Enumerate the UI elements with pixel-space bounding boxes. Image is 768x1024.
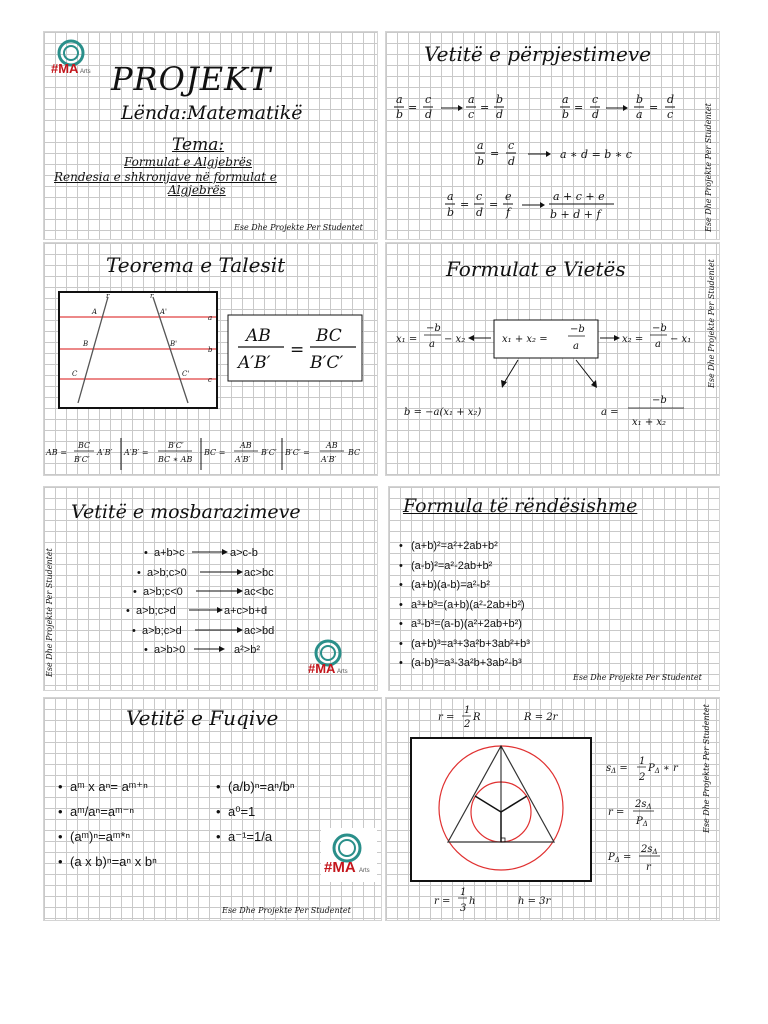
svg-text:h = 3r: h = 3r (518, 896, 551, 907)
svg-text:=: = (490, 147, 500, 160)
formula-item: • a³-b³=(a-b)(a²+2ab+b²) (399, 615, 530, 635)
formula-item: • (a+b)³=a³+3a²b+3ab²+b³ (399, 635, 530, 655)
svg-text:BC: BC (316, 326, 342, 346)
formula-item: • (a+b)(a-b)=a²-b² (399, 576, 530, 596)
footer-text: Ese Dhe Projekte Per Studentet (222, 906, 351, 915)
slide-proportions (385, 31, 720, 240)
svg-text:a: a (636, 108, 643, 121)
row-right: a>c-b (230, 547, 258, 559)
svg-text:a: a (655, 339, 661, 350)
svg-text:#MA: #MA (324, 859, 356, 876)
row-left: a>b;c>0 (147, 567, 187, 579)
svg-text:#MA: #MA (308, 661, 336, 676)
svg-text:A′B′: A′B′ (97, 448, 113, 457)
svg-text:AB: AB (246, 326, 271, 346)
svg-text:a: a (447, 190, 454, 203)
slide-powers (43, 697, 382, 921)
svg-text:x₁ + x₂: x₁ + x₂ (632, 417, 667, 428)
power-rule: • aᵐ/aⁿ=aᵐ⁻ⁿ (58, 799, 157, 824)
svg-text:Arts: Arts (80, 69, 91, 75)
power-rule: • a⁰=1 (216, 799, 295, 824)
svg-text:b: b (496, 93, 504, 106)
label-b: b (208, 346, 213, 354)
svg-text:d: d (425, 108, 433, 121)
label-a: a (208, 314, 213, 322)
svg-text:a ∗ d = b ∗ c: a ∗ d = b ∗ c (560, 148, 632, 161)
svg-text:− x₁: − x₁ (670, 334, 692, 345)
svg-text:b + d + f: b + d + f (550, 208, 601, 221)
ma-logo-icon (306, 635, 354, 679)
svg-text:B′C′ =: B′C′ = (285, 448, 310, 457)
svg-text:AB: AB (326, 441, 338, 450)
svg-text:c: c (476, 190, 483, 203)
slide-vieta (385, 242, 720, 476)
slide-title: Teorema e Talesit (106, 253, 286, 277)
svg-text:h: h (469, 896, 476, 907)
slide-thales (43, 242, 378, 476)
svg-text:B′C′: B′C′ (168, 441, 184, 450)
vieta-formulas (386, 243, 704, 475)
svg-text:a =: a = (601, 407, 619, 418)
label-B2: B' (170, 340, 178, 348)
svg-text:A′B′: A′B′ (235, 455, 251, 464)
ma-logo-icon (321, 828, 377, 882)
svg-text:d: d (476, 206, 484, 219)
footer-text: Ese Dhe Projekte Per Studentet (573, 673, 702, 682)
svg-text:sΔ =: $s_\Delta$ = (606, 763, 628, 775)
svg-text:r =: r = (438, 712, 455, 723)
svg-text:e: e (505, 190, 512, 203)
slide-title: Vetitë e përpjestimeve (424, 42, 651, 66)
svg-text:3: 3 (460, 903, 467, 914)
svg-text:b: b (447, 206, 455, 219)
proportion-formulas (386, 32, 696, 239)
svg-text:•: • (137, 567, 141, 579)
svg-text:R: R (473, 712, 481, 723)
ma-logo-icon (49, 35, 97, 79)
svg-text:x₂ =: x₂ = (622, 334, 644, 345)
svg-text:A′B′: A′B′ (321, 455, 337, 464)
svg-text:b: b (562, 108, 570, 121)
svg-text:2: 2 (464, 719, 471, 730)
svg-text:b: b (477, 155, 485, 168)
svg-text:#MA: #MA (51, 61, 79, 76)
svg-text:1: 1 (639, 756, 646, 767)
svg-text:AB: AB (240, 441, 252, 450)
formula-item: • (a-b)²=a²-2ab+b² (399, 557, 530, 577)
side-footer-text: Ese Dhe Projekte Per Studentet (704, 103, 713, 232)
row-right: a+c>b+d (224, 605, 268, 617)
svg-text:=: = (460, 198, 470, 211)
row-left: a>b;c>d (142, 625, 182, 637)
svg-text:PΔ: $P_\Delta$ (636, 816, 648, 828)
label-B: B (83, 340, 89, 348)
slide-important-formulas (388, 486, 720, 691)
svg-text:x₁ =: x₁ = (396, 334, 418, 345)
svg-text:d: d (592, 108, 600, 121)
power-rule: • a⁻¹=1/a (216, 824, 295, 849)
svg-text:PΔ ∗ r: $P_\Delta$ ∗ r (648, 763, 678, 775)
label-c: c (208, 376, 212, 384)
row-left: a>b>0 (154, 644, 186, 656)
svg-text:a: a (396, 93, 403, 106)
row-right: a²>b² (234, 644, 260, 656)
svg-text:=: = (290, 340, 305, 360)
svg-text:−b: −b (652, 395, 667, 406)
power-rule: • (aᵐ)ⁿ=aᵐ*ⁿ (58, 824, 157, 849)
svg-text:BC =: BC = (204, 448, 226, 457)
svg-text:•: • (126, 605, 130, 617)
svg-text:c: c (425, 93, 432, 106)
formula-list (399, 537, 530, 674)
formula-item: • a³+b³=(a+b)(a²-2ab+b²) (399, 596, 530, 616)
svg-text:•: • (132, 625, 136, 637)
topic-label: Tema: (172, 135, 225, 155)
svg-text:=: = (480, 101, 490, 114)
svg-text:Arts: Arts (337, 669, 348, 675)
svg-text:2: 2 (639, 772, 646, 783)
svg-text:a: a (562, 93, 569, 106)
formula-item: • (a-b)³=a³-3a²b+3ab²-b³ (399, 654, 530, 674)
svg-text:b: b (396, 108, 404, 121)
thales-diagram (58, 291, 218, 409)
slide-title: Vetitë e mosbarazimeve (71, 501, 301, 523)
thales-derived-formulas (44, 436, 377, 472)
svg-text:=: = (408, 101, 418, 114)
label-A: A (92, 308, 98, 316)
svg-text:d: d (508, 155, 516, 168)
slide-title: Formulat e Vietës (446, 257, 626, 281)
svg-text:a + c + e: a + c + e (553, 190, 605, 203)
svg-text:r: r (646, 862, 651, 873)
power-rule: • (a/b)ⁿ=aⁿ/bⁿ (216, 774, 295, 799)
row-right: ac>bd (244, 625, 275, 637)
svg-text:b: b (636, 93, 644, 106)
svg-text:c: c (667, 108, 674, 121)
slide-triangle-circles (385, 697, 720, 921)
inequalities-list (104, 539, 334, 667)
svg-text:d: d (496, 108, 504, 121)
power-rule: • aᵐ x aⁿ= aᵐ⁺ⁿ (58, 774, 157, 799)
svg-text:B′C′: B′C′ (74, 455, 90, 464)
svg-text:B′C′: B′C′ (261, 448, 277, 457)
svg-text:a: a (468, 93, 475, 106)
side-footer-text: Ese Dhe Projekte Per Studentet (45, 548, 54, 677)
svg-text:a: a (573, 341, 579, 352)
svg-text:BC ∗ AB: BC ∗ AB (158, 455, 193, 464)
side-footer-text: Ese Dhe Projekte Per Studentet (707, 259, 716, 388)
topic-line-3: Algjebrës (168, 183, 226, 197)
row-right: ac>bc (244, 567, 274, 579)
svg-text:AB =: AB = (46, 448, 67, 457)
svg-text:=: = (489, 198, 499, 211)
svg-text:d: d (667, 93, 675, 106)
slide-title: Vetitë e Fuqive (126, 706, 279, 730)
svg-text:PΔ =: $P_\Delta$ = (608, 852, 632, 864)
thales-ratio (226, 313, 366, 383)
svg-text:−b: −b (426, 323, 441, 334)
svg-text:−b: −b (652, 323, 667, 334)
svg-text:b = −a(x₁ + x₂): b = −a(x₁ + x₂) (404, 407, 482, 418)
formula-item: • (a+b)²=a²+2ab+b² (399, 537, 530, 557)
slide-title: Formula të rëndësishme (403, 495, 638, 517)
row-right: ac<bc (244, 586, 274, 598)
svg-text:Arts: Arts (359, 868, 370, 874)
triangle-formulas (386, 698, 704, 920)
svg-text:2sΔ: $2s_\Delta$ (641, 844, 658, 856)
svg-text:r =: r = (608, 807, 625, 818)
svg-text:•: • (144, 644, 148, 656)
label-A2: A' (160, 308, 167, 316)
svg-text:B′C′: B′C′ (310, 353, 344, 373)
side-footer-text: Ese Dhe Projekte Per Studentet (702, 704, 711, 833)
svg-text:c: c (468, 108, 475, 121)
svg-text:c: c (508, 139, 515, 152)
row-left: a+b>c (154, 547, 185, 559)
svg-text:A′B′: A′B′ (238, 353, 271, 373)
svg-text:c: c (592, 93, 599, 106)
svg-text:a: a (429, 339, 435, 350)
svg-text:r =: r = (434, 896, 451, 907)
svg-text:1: 1 (464, 705, 471, 716)
label-r1: r (106, 292, 110, 300)
footer-text: Ese Dhe Projekte Per Studentet (234, 223, 363, 232)
svg-text:− x₂: − x₂ (444, 334, 466, 345)
svg-text:R = 2r: R = 2r (524, 712, 558, 723)
project-title: PROJEKT (111, 60, 272, 98)
svg-text:a: a (477, 139, 484, 152)
svg-text:x₁ + x₂ =: x₁ + x₂ = (502, 334, 548, 345)
topic-line-1: Formulat e Algjebrës (124, 155, 252, 169)
svg-text:BC: BC (348, 448, 361, 457)
topic-line-2: Rendesia e shkronjave në formulat e (54, 170, 277, 184)
label-r2: r (150, 292, 154, 300)
svg-text:=: = (574, 101, 584, 114)
svg-text:2sΔ: $2s_\Delta$ (635, 799, 652, 811)
svg-text:=: = (649, 101, 659, 114)
svg-text:BC: BC (78, 441, 91, 450)
powers-list-left (58, 774, 157, 874)
slide-projekt (43, 31, 378, 240)
label-C2: C' (182, 370, 190, 378)
svg-text:f: f (506, 206, 511, 219)
powers-list-right (216, 774, 295, 849)
row-left: a>b;c<0 (143, 586, 183, 598)
row-left: a>b;c>d (136, 605, 176, 617)
subject-line: Lënda:Matematikë (121, 102, 303, 124)
svg-text:1: 1 (460, 887, 467, 898)
svg-text:−b: −b (570, 324, 585, 335)
svg-text:A′B′ =: A′B′ = (124, 448, 149, 457)
label-C: C (72, 370, 78, 378)
power-rule: • (a x b)ⁿ=aⁿ x bⁿ (58, 849, 157, 874)
svg-text:•: • (144, 547, 148, 559)
slide-inequalities (43, 486, 378, 691)
svg-text:•: • (133, 586, 137, 598)
